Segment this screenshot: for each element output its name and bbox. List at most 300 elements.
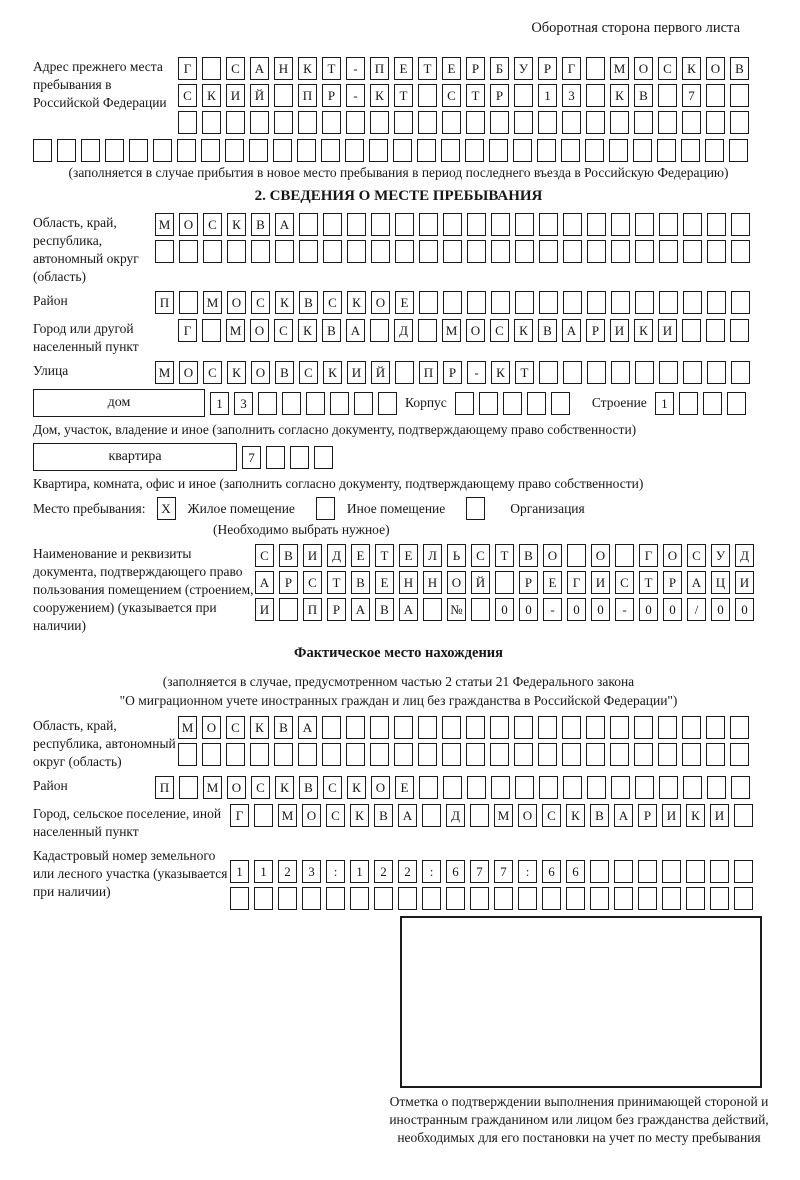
char-box: И [591, 571, 610, 594]
char-box [611, 776, 630, 799]
char-box [178, 743, 197, 766]
char-box: К [227, 213, 246, 236]
char-box [491, 776, 510, 799]
char-box: И [610, 319, 629, 342]
char-box [542, 887, 561, 910]
char-box: И [662, 804, 681, 827]
char-box [635, 213, 654, 236]
char-box: Т [394, 84, 413, 107]
char-box [467, 776, 486, 799]
char-box: Р [327, 598, 346, 621]
char-box [442, 743, 461, 766]
char-box [561, 139, 580, 162]
char-box [682, 743, 701, 766]
char-box [611, 213, 630, 236]
char-box: О [466, 319, 485, 342]
char-box [730, 111, 749, 134]
char-box: О [227, 291, 246, 314]
char-box: № [447, 598, 466, 621]
char-box [730, 84, 749, 107]
char-box [153, 139, 172, 162]
char-box [538, 716, 557, 739]
char-box [686, 887, 705, 910]
char-box [706, 111, 725, 134]
char-box: 6 [566, 860, 585, 883]
char-box [610, 743, 629, 766]
char-box [635, 291, 654, 314]
char-box [734, 860, 753, 883]
char-box [658, 743, 677, 766]
char-box [586, 57, 605, 80]
char-box: П [370, 57, 389, 80]
char-box: 0 [567, 598, 586, 621]
char-box: У [711, 544, 730, 567]
char-box: 7 [470, 860, 489, 883]
char-box: А [346, 319, 365, 342]
char-box: О [447, 571, 466, 594]
char-box [633, 139, 652, 162]
char-box [314, 446, 333, 469]
char-box [537, 139, 556, 162]
char-box [707, 240, 726, 263]
char-box [562, 743, 581, 766]
char-box: О [227, 776, 246, 799]
char-box [586, 716, 605, 739]
char-box: У [514, 57, 533, 80]
char-box [418, 743, 437, 766]
char-box [471, 598, 490, 621]
char-box: Б [490, 57, 509, 80]
char-box [734, 887, 753, 910]
char-box: Р [466, 57, 485, 80]
char-row [230, 887, 753, 910]
char-box [586, 743, 605, 766]
char-box [567, 544, 586, 567]
char-box: Г [562, 57, 581, 80]
char-box [470, 804, 489, 827]
checkbox-organizatsiya [466, 497, 485, 520]
char-box: Т [495, 544, 514, 567]
char-box: С [326, 804, 345, 827]
char-box [230, 887, 249, 910]
char-box: С [251, 776, 270, 799]
char-box: И [735, 571, 754, 594]
char-box: 0 [735, 598, 754, 621]
char-box [490, 743, 509, 766]
char-box [346, 716, 365, 739]
char-box [394, 716, 413, 739]
char-box [419, 240, 438, 263]
char-box [227, 240, 246, 263]
section2-title: 2. СВЕДЕНИЯ О МЕСТЕ ПРЕБЫВАНИЯ [254, 188, 543, 204]
char-box: Т [375, 544, 394, 567]
char-box [587, 213, 606, 236]
char-box [710, 860, 729, 883]
char-box: 1 [254, 860, 273, 883]
char-box [587, 291, 606, 314]
char-box: О [179, 361, 198, 384]
char-box: С [687, 544, 706, 567]
char-box [731, 361, 750, 384]
char-box [225, 139, 244, 162]
char-box: К [323, 361, 342, 384]
char-box: С [471, 544, 490, 567]
char-box [563, 240, 582, 263]
char-box: М [226, 319, 245, 342]
char-box [706, 716, 725, 739]
char-box [683, 213, 702, 236]
char-box [562, 716, 581, 739]
char-box [662, 860, 681, 883]
char-box: О [663, 544, 682, 567]
char-box [274, 111, 293, 134]
char-box [369, 139, 388, 162]
char-box: К [634, 319, 653, 342]
char-box [346, 111, 365, 134]
char-box: Н [423, 571, 442, 594]
char-box [563, 776, 582, 799]
oblast-factual-rows [178, 716, 749, 766]
char-box [290, 446, 309, 469]
char-box [658, 111, 677, 134]
char-box [514, 111, 533, 134]
char-box: 7 [494, 860, 513, 883]
char-box [683, 776, 702, 799]
char-box [202, 111, 221, 134]
char-box [395, 240, 414, 263]
char-box [226, 111, 245, 134]
char-box [178, 111, 197, 134]
char-box [179, 240, 198, 263]
char-box [275, 240, 294, 263]
char-box [370, 716, 389, 739]
char-box: А [298, 716, 317, 739]
char-box: С [226, 57, 245, 80]
char-row [255, 544, 754, 567]
char-box: О [371, 291, 390, 314]
char-box: С [323, 776, 342, 799]
char-box: 0 [639, 598, 658, 621]
char-row [178, 716, 749, 739]
char-box: В [590, 804, 609, 827]
char-box: А [351, 598, 370, 621]
char-box: В [519, 544, 538, 567]
char-box: В [299, 776, 318, 799]
char-box [610, 716, 629, 739]
char-box [490, 111, 509, 134]
char-box [57, 139, 76, 162]
char-box [346, 743, 365, 766]
char-box: К [250, 716, 269, 739]
char-box: 0 [495, 598, 514, 621]
char-box [658, 84, 677, 107]
char-box: О [251, 361, 270, 384]
char-box [611, 240, 630, 263]
char-box [490, 716, 509, 739]
char-box [682, 319, 701, 342]
page-side-note: Оборотная сторона первого листа [531, 20, 740, 36]
char-box: К [202, 84, 221, 107]
char-box: Р [538, 57, 557, 80]
char-box [659, 361, 678, 384]
char-row [178, 111, 749, 134]
field-raion [33, 291, 764, 314]
char-box: М [278, 804, 297, 827]
field-dom [33, 389, 764, 417]
char-box [710, 887, 729, 910]
char-box: Г [178, 57, 197, 80]
char-box: М [203, 776, 222, 799]
char-box [587, 776, 606, 799]
char-box [491, 291, 510, 314]
char-box: С [542, 804, 561, 827]
organizatsiya-label: Организация [510, 500, 585, 516]
raion-label: Район [33, 293, 68, 308]
char-box [251, 240, 270, 263]
char-box [518, 887, 537, 910]
char-box: М [494, 804, 513, 827]
char-box: Й [471, 571, 490, 594]
char-box [467, 291, 486, 314]
char-box [323, 213, 342, 236]
char-box [635, 240, 654, 263]
char-box [418, 716, 437, 739]
char-box: А [687, 571, 706, 594]
char-box [273, 139, 292, 162]
char-box [730, 743, 749, 766]
field-raion-factual [33, 776, 764, 799]
char-box [299, 240, 318, 263]
prev-address-label: Адрес прежнего места пребывания в Российской Федерации [33, 59, 167, 110]
oblast-rows [155, 213, 750, 263]
char-box: К [227, 361, 246, 384]
char-box [203, 240, 222, 263]
char-box [330, 392, 349, 415]
char-box [443, 291, 462, 314]
char-box [638, 887, 657, 910]
char-box: Е [399, 544, 418, 567]
char-box [539, 291, 558, 314]
char-box: С [442, 84, 461, 107]
char-row [655, 392, 746, 415]
char-box: П [303, 598, 322, 621]
char-box [418, 111, 437, 134]
char-box [731, 213, 750, 236]
char-box: Д [446, 804, 465, 827]
char-box: М [203, 291, 222, 314]
char-box [467, 240, 486, 263]
char-box: Д [394, 319, 413, 342]
char-box [467, 213, 486, 236]
char-box [491, 213, 510, 236]
field-kvartira [33, 443, 764, 471]
char-box: Ь [447, 544, 466, 567]
char-box: И [658, 319, 677, 342]
char-row [242, 446, 333, 469]
char-box: М [442, 319, 461, 342]
char-box: В [374, 804, 393, 827]
char-box: В [538, 319, 557, 342]
char-box [321, 139, 340, 162]
field-ulitsa [33, 361, 764, 384]
char-box [707, 361, 726, 384]
dom-note: Дом, участок, владение и иное (заполнить согласно документу, подтверждающему право собственности) [33, 422, 637, 437]
char-box: 7 [242, 446, 261, 469]
char-box [489, 139, 508, 162]
char-box [538, 111, 557, 134]
char-box: - [346, 84, 365, 107]
char-box: М [155, 361, 174, 384]
prev-address-note: (заполняется в случае прибытия в новое место пребывания в период последнего въезда в Российскую Федерацию) [68, 165, 729, 180]
char-box: Т [418, 57, 437, 80]
char-box: С [274, 319, 293, 342]
char-box: Г [178, 319, 197, 342]
char-box: О [302, 804, 321, 827]
mesto-note: (Необходимо выбрать нужное) [213, 522, 390, 537]
char-box [155, 240, 174, 263]
char-box: Ц [711, 571, 730, 594]
char-box [658, 716, 677, 739]
char-row [255, 571, 754, 594]
char-box [682, 716, 701, 739]
stamp-caption: Отметка о подтверждении выполнения принимающей стороной и иностранным гражданином или лицом без гражданства действий, необходимых для его постановки на учет по месту пребывания [389, 1094, 769, 1145]
char-box [614, 887, 633, 910]
char-box: Й [250, 84, 269, 107]
char-box: Е [543, 571, 562, 594]
char-box [491, 240, 510, 263]
char-box: 0 [519, 598, 538, 621]
char-box [514, 716, 533, 739]
char-box: К [682, 57, 701, 80]
char-box [455, 392, 474, 415]
char-box: А [255, 571, 274, 594]
char-box [201, 139, 220, 162]
char-box [729, 139, 748, 162]
factual-note-line1: (заполняется в случае, предусмотренном частью 2 статьи 21 Федерального закона [162, 674, 635, 689]
char-box: 3 [234, 392, 253, 415]
char-box: А [399, 598, 418, 621]
char-box [470, 887, 489, 910]
field-gorod [33, 319, 764, 356]
char-box [585, 139, 604, 162]
dom-box: дом [33, 389, 205, 417]
char-box [278, 887, 297, 910]
char-box: 7 [682, 84, 701, 107]
char-box: Е [442, 57, 461, 80]
char-box: О [518, 804, 537, 827]
char-box: С [490, 319, 509, 342]
char-box: О [250, 319, 269, 342]
char-box [177, 139, 196, 162]
char-box: К [298, 319, 317, 342]
char-box [634, 743, 653, 766]
char-box: Р [322, 84, 341, 107]
char-box: Т [639, 571, 658, 594]
char-box [422, 887, 441, 910]
char-box [706, 84, 725, 107]
char-box [638, 860, 657, 883]
char-box [419, 291, 438, 314]
char-box [614, 860, 633, 883]
char-box [202, 743, 221, 766]
char-box [249, 139, 268, 162]
char-box [129, 139, 148, 162]
char-box: - [467, 361, 486, 384]
char-box [539, 776, 558, 799]
char-box: С [178, 84, 197, 107]
field-prev-address [33, 57, 764, 134]
char-box: - [543, 598, 562, 621]
char-box [634, 111, 653, 134]
char-box [731, 291, 750, 314]
char-box: 6 [542, 860, 561, 883]
char-box [495, 571, 514, 594]
char-box: В [351, 571, 370, 594]
char-box: П [155, 291, 174, 314]
char-box: 1 [538, 84, 557, 107]
char-box [734, 804, 753, 827]
char-box [354, 392, 373, 415]
char-row [230, 804, 753, 827]
char-box [514, 743, 533, 766]
char-row [255, 598, 754, 621]
field-oblast-factual [33, 716, 764, 771]
char-box: И [303, 544, 322, 567]
kvartira-note: Квартира, комната, офис и иное (заполнить согласно документу, подтверждающему право собственности) [33, 476, 644, 491]
char-box: К [275, 776, 294, 799]
char-box: С [203, 361, 222, 384]
char-box [635, 361, 654, 384]
char-box [707, 776, 726, 799]
char-box: М [155, 213, 174, 236]
char-row [178, 84, 749, 107]
char-box [727, 392, 746, 415]
char-box: В [634, 84, 653, 107]
char-row [155, 776, 750, 799]
char-box [515, 776, 534, 799]
char-box [350, 887, 369, 910]
char-box: Д [735, 544, 754, 567]
char-box [398, 887, 417, 910]
char-box: К [350, 804, 369, 827]
char-box: 1 [655, 392, 674, 415]
char-box [443, 240, 462, 263]
char-box: Г [567, 571, 586, 594]
char-box [418, 84, 437, 107]
field-gorod-factual [33, 804, 764, 841]
char-box [706, 319, 725, 342]
char-box: К [298, 57, 317, 80]
char-box: Г [639, 544, 658, 567]
char-box [679, 392, 698, 415]
field-mesto-prebyvaniya [33, 497, 764, 520]
char-box [442, 716, 461, 739]
char-box [527, 392, 546, 415]
char-box [590, 887, 609, 910]
char-box: 1 [350, 860, 369, 883]
char-box [683, 240, 702, 263]
char-box [466, 743, 485, 766]
char-box [466, 716, 485, 739]
prev-address-rows [178, 57, 749, 134]
char-box: : [518, 860, 537, 883]
char-box: С [303, 571, 322, 594]
char-box [258, 392, 277, 415]
char-box [515, 291, 534, 314]
char-box [659, 776, 678, 799]
char-box: И [226, 84, 245, 107]
char-box [730, 319, 749, 342]
